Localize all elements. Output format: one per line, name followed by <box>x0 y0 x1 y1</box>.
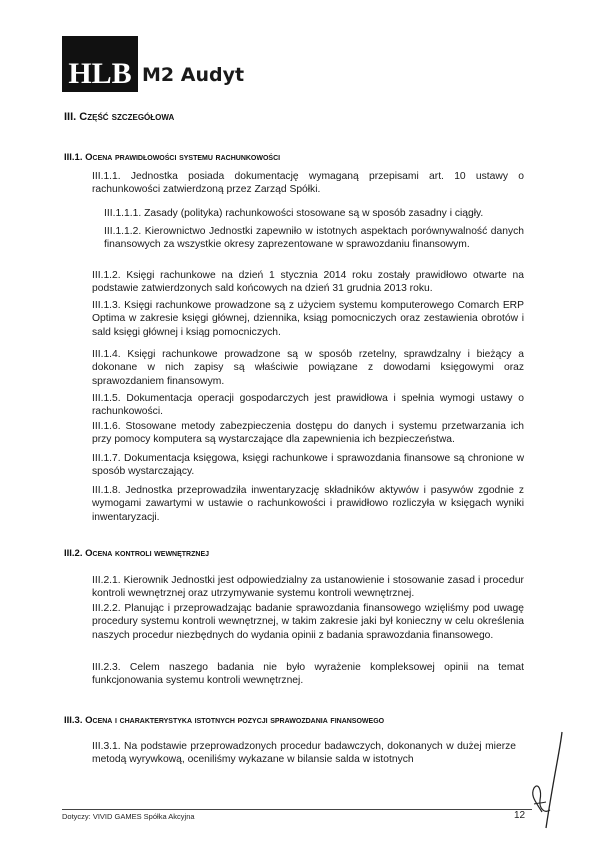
paragraph: III.1.7. Dokumentacja księgowa, księgi rachunkowe i sprawozdania finansowe są chronione w sposób wystarczający. <box>92 453 524 478</box>
footer-divider <box>62 809 532 810</box>
section-heading-2: III.2. Ocena kontroli wewnętrznej <box>64 548 210 559</box>
section-heading-1: III.1. Ocena prawidłowości systemu rachunkowości <box>64 152 281 163</box>
signature-mark <box>520 730 570 830</box>
paragraph: III.1.2. Księgi rachunkowe na dzień 1 stycznia 2014 roku zostały prawidłowo otwarte na podstawie zatwierdzonych sald końcowych na dzień 31 grudnia 2013 roku. <box>92 270 524 295</box>
page-title: III. Część szczegółowa <box>64 111 175 123</box>
hlb-logo <box>62 36 282 92</box>
paragraph: III.1.8. Jednostka przeprowadziła inwentaryzację składników aktywów i pasywów zgodnie z wymogami zawartymi w ustawie o rachunkowości i prawidłowo rozliczyła w księgach wyniki inwentaryzacji. <box>92 485 524 523</box>
paragraph: III.1.5. Dokumentacja operacji gospodarczych jest prawidłowa i spełnia wymogi ustawy o rachunkowości. <box>92 393 524 418</box>
paragraph: III.2.2. Planując i przeprowadzając badanie sprawozdania finansowego wzięliśmy pod uwagę procedury systemu kontroli wewnętrznej, w takim zakresie jaki był konieczny w celu określenia naszych procedur niezbędnych do wydania opinii z badania sprawozdania finansowego. <box>92 603 524 641</box>
logo-brand-text: M2 Audyt <box>142 64 245 86</box>
paragraph: III.2.3. Celem naszego badania nie było wyrażenie kompleksowej opinii na temat funkcjonowania systemu kontroli wewnętrznej. <box>92 662 524 687</box>
paragraph: III.3.1. Na podstawie przeprowadzonych procedur badawczych, dokonanych w dużej mierze metodą wyrywkową, oceniliśmy wykazane w bilansie salda w istotnych <box>92 741 516 766</box>
paragraph: III.1.6. Stosowane metody zabezpieczenia dostępu do danych i systemu przetwarzania ich przy pomocy komputera są wystarczające dla zapewnienia ich bezpieczeństwa. <box>92 421 524 446</box>
paragraph: III.1.3. Księgi rachunkowe prowadzone są z użyciem systemu komputerowego Comarch ERP Optima w zakresie księgi głównej, dziennika, ksiąg pomocniczych oraz zestawienia obrotów i sald księgi głównej i ksiąg pomocniczych. <box>92 300 524 338</box>
section-heading-3: III.3. Ocena i charakterystyka istotnych pozycji sprawozdania finansowego <box>64 715 385 726</box>
footer-text: Dotyczy: VIVID GAMES Spółka Akcyjna <box>62 812 195 821</box>
paragraph: III.2.1. Kierownik Jednostki jest odpowiedzialny za ustanowienie i stosowanie zasad i procedur kontroli wewnętrznej oraz utrzymywanie systemu kontroli wewnętrznej. <box>92 575 524 600</box>
logo-block <box>62 36 138 92</box>
paragraph: III.1.1.2. Kierownictwo Jednostki zapewniło w istotnych aspektach porównywalność danych finansowych za wszystkie okresy zaprezentowane w sprawozdaniu finansowym. <box>104 226 524 251</box>
paragraph: III.1.1.1. Zasady (polityka) rachunkowości stosowane są w sposób zasadny i ciągły. <box>104 208 484 219</box>
paragraph: III.1.1. Jednostka posiada dokumentację wymaganą przepisami art. 10 ustawy o rachunkowości zatwierdzoną przez Zarząd Spółki. <box>92 171 524 196</box>
logo-hlb-text: HLB <box>68 57 132 90</box>
paragraph: III.1.4. Księgi rachunkowe prowadzone są w sposób rzetelny, sprawdzalny i bieżący a dokonane w nich zapisy są właściwie powiązane z dowodami księgowymi oraz sprawozdaniem finansowym. <box>92 349 524 387</box>
page-number: 12 <box>514 810 526 821</box>
